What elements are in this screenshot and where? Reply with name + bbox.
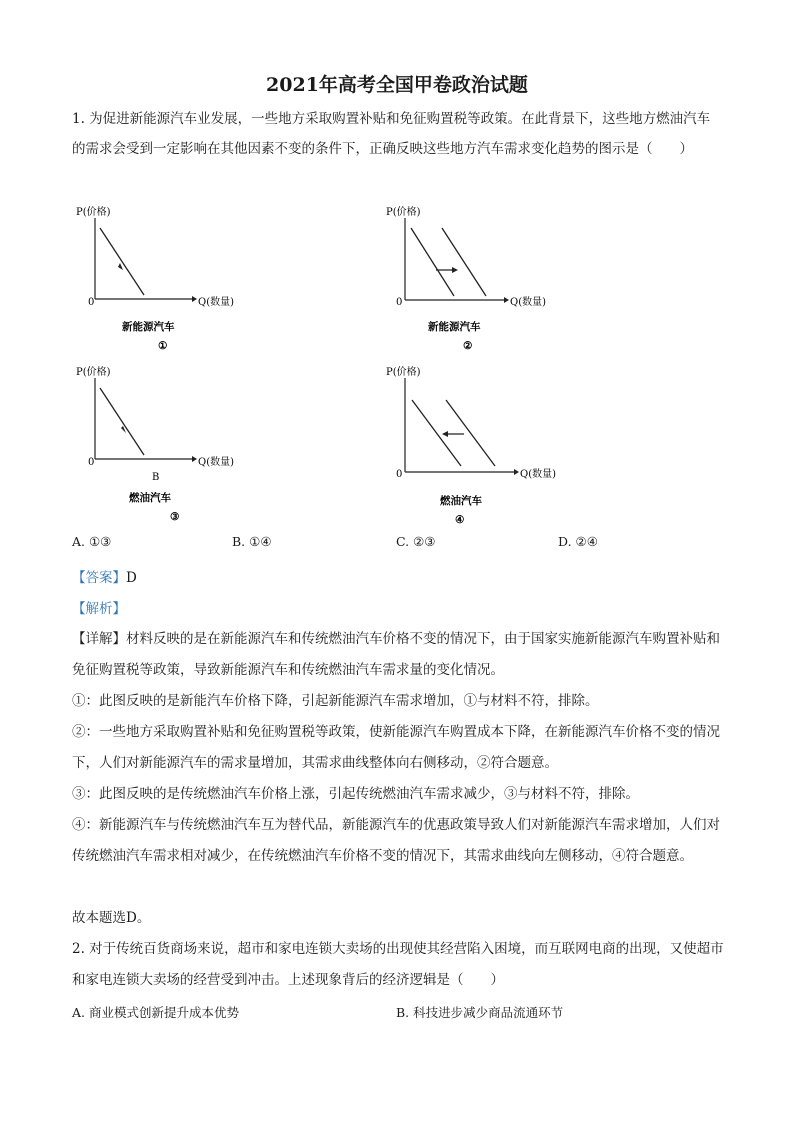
q1-option-d: D. ②④ (558, 534, 598, 549)
page-title: 2021年高考全国甲卷政治试题 (266, 74, 528, 96)
q1-option-c: C. ②③ (396, 534, 436, 549)
q1-option-a: A. ①③ (72, 534, 112, 549)
fig1-origin: 0 (88, 297, 95, 308)
q1-answer-line (72, 566, 722, 586)
figure-3 (74, 364, 235, 529)
fig1-number: ① (158, 340, 168, 352)
figure-4 (384, 364, 584, 529)
fig1-caption: 新能源汽车 (122, 321, 175, 333)
fig4-xlabel: Q(数量) (520, 469, 557, 480)
fig1-ylabel: P(价格) (76, 207, 111, 218)
fig1-xlabel: Q(数量) (198, 297, 235, 308)
fig2-number: ② (463, 340, 473, 352)
fig4-ylabel: P(价格) (386, 367, 421, 378)
fig3-extra-label: B (152, 472, 160, 483)
q1-explain-2: ②：一些地方采取购置补贴和免征购置税等政策，使新能源汽车购置成本下降，在新能源汽车价格不变的情况下，人们对新能源汽车的需求量增加，其需求曲线整体向右侧移动，②符合题意。 (72, 724, 720, 771)
q1-conclusion: 故本题选D。 (72, 910, 151, 926)
answer-tag: 【答案】 (72, 570, 126, 586)
q1-option-b: B. ①④ (232, 534, 272, 549)
q1-stem: 1. 为促进新能源汽车业发展，一些地方采取购置补贴和免征购置税等政策。在此背景下，这些地方燃油汽车的需求会受到一定影响在其他因素不变的条件下，正确反映这些地方汽车需求变化趋势的图示是（ ） (72, 111, 711, 157)
q2-stem: 2. 对于传统百货商场来说，超市和家电连锁大卖场的出现使其经营陷入困境，而互联网电商的出现，又使超市和家电连锁大卖场的经营受到冲击。上述现象背后的经济逻辑是（ ） (72, 941, 724, 988)
q1-explain-3: ③：此图反映的是传统燃油汽车价格上涨，引起传统燃油汽车需求减少，③与材料不符，排除。 (72, 786, 639, 802)
q1-explain-1: ①：此图反映的是新能汽车价格下降，引起新能源汽车需求增加，①与材料不符，排除。 (72, 693, 599, 709)
fig4-caption: 燃油汽车 (440, 495, 482, 507)
q1-analysis-line (72, 597, 722, 617)
fig3-number: ③ (170, 511, 180, 523)
answer-value: D (126, 570, 137, 586)
figure-2 (384, 204, 564, 354)
fig4-origin: 0 (396, 469, 403, 480)
analysis-tag: 【解析】 (72, 601, 126, 617)
fig3-caption: 燃油汽车 (129, 492, 171, 504)
detail-text: 材料反映的是在新能源汽车和传统燃油汽车价格不变的情况下，由于国家实施新能源汽车购置补贴和免征购置税等政策，导致新能源汽车和传统燃油汽车需求量的变化情况。 (72, 631, 720, 678)
fig2-caption: 新能源汽车 (428, 321, 481, 333)
q1-detail (72, 624, 724, 686)
fig2-origin: 0 (396, 297, 403, 308)
fig3-xlabel: Q(数量) (198, 457, 235, 468)
fig3-ylabel: P(价格) (76, 367, 111, 378)
fig2-xlabel: Q(数量) (510, 297, 547, 308)
q2-option-b: B. 科技进步减少商品流通环节 (396, 1005, 564, 1020)
fig3-origin: 0 (88, 457, 95, 468)
detail-tag: 【详解】 (72, 631, 126, 647)
q1-explain-4: ④：新能源汽车与传统燃油汽车互为替代品，新能源汽车的优惠政策导致人们对新能源汽车需求增加，人们对传统燃油汽车需求相对减少，在传统燃油汽车价格不变的情况下，其需求曲线向左侧移动，④符合题意。 (72, 817, 720, 864)
figure-1 (74, 204, 235, 354)
fig2-ylabel: P(价格) (386, 207, 421, 218)
fig4-number: ④ (455, 514, 465, 526)
q2-option-a: A. 商业模式创新提升成本优势 (72, 1005, 239, 1020)
